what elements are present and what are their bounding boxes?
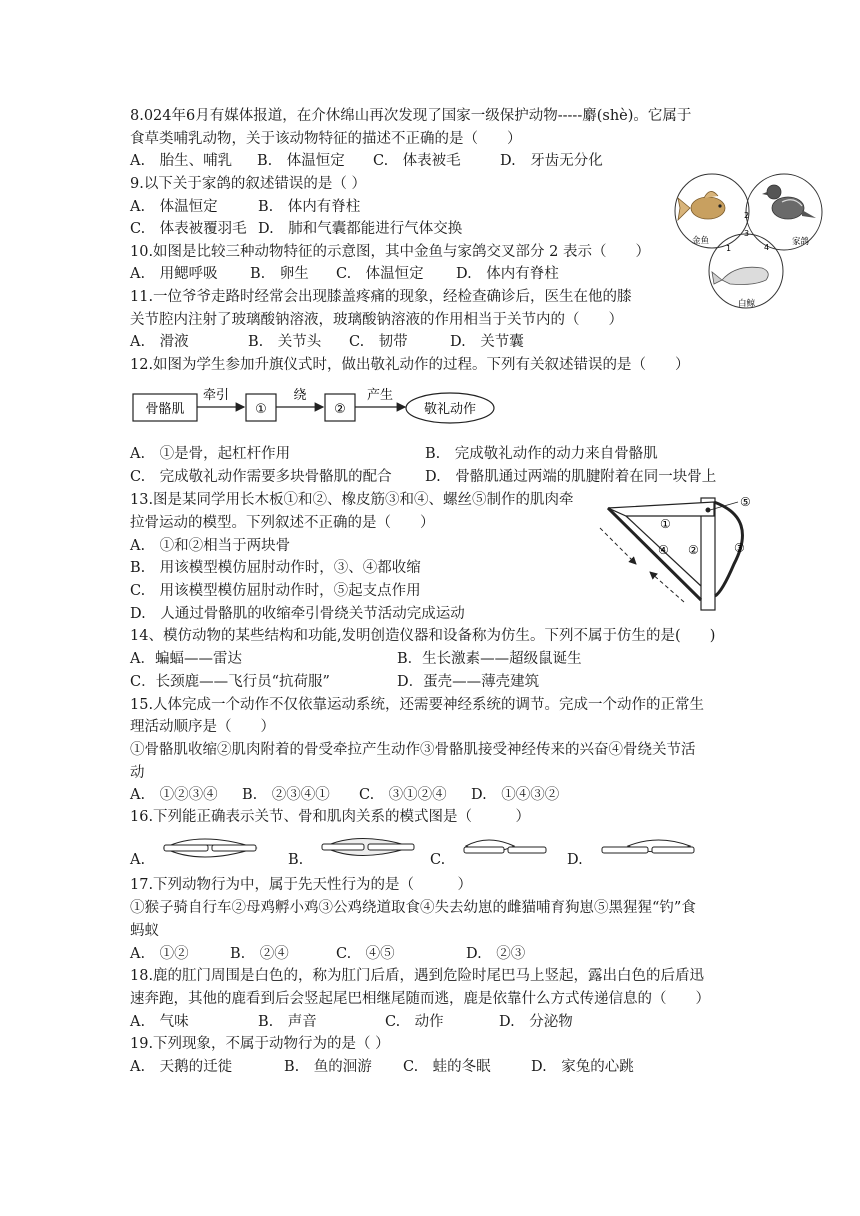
q16-diagram-a xyxy=(160,832,264,864)
q12-stem: 12.如图为学生参加升旗仪式时，做出敬礼动作的过程。下列有关叙述错误的是（ ） xyxy=(130,357,690,373)
q11-stem-line2: 关节腔内注射了玻璃酸钠溶液，玻璃酸钠溶液的作用相当于关节内的（ ） xyxy=(130,312,623,328)
q10-option-b: B. 卵生 xyxy=(250,266,309,282)
venn-region-2: 2 xyxy=(744,211,750,220)
q16-option-c: C. xyxy=(430,852,446,868)
q19-option-c: C. 蛙的冬眠 xyxy=(403,1059,491,1075)
q8-option-c: C. 体表被毛 xyxy=(373,153,461,169)
q10-option-a: A. 用鳃呼吸 xyxy=(130,266,218,282)
q13-option-b: B. 用该模型模仿屈肘动作时，③、④都收缩 xyxy=(130,560,421,576)
venn-diagram xyxy=(670,168,830,328)
q12-option-a: A. ①是骨，起杠杆作用 xyxy=(130,446,291,462)
q13-stem-line1: 13.图是某同学用长木板①和②、橡皮筋③和④、螺丝⑤制作的肌肉牵 xyxy=(130,492,574,508)
model-board-1-top xyxy=(608,502,714,516)
q15-option-a: A. ①②③④ xyxy=(130,787,218,803)
model-label-3: ③ xyxy=(734,541,745,555)
whale-icon xyxy=(712,267,768,284)
q11-option-c: C. 韧带 xyxy=(349,334,408,350)
q13-option-a: A. ①和②相当于两块骨 xyxy=(130,538,291,554)
q12-flow-diagram xyxy=(130,385,510,431)
flow-box1-label: ① xyxy=(255,402,267,417)
q17-option-d: D. ②③ xyxy=(466,946,526,962)
q15-stem-line1: 15.人体完成一个动作不仅依靠运动系统，还需要神经系统的调节。完成一个动作的正常生 xyxy=(130,697,705,713)
q15-option-b: B. ②③④① xyxy=(242,787,330,803)
pigeon-icon xyxy=(762,185,816,219)
q8-option-b: B. 体温恒定 xyxy=(257,153,345,169)
venn-label-whale: 白鲸 xyxy=(738,299,756,309)
q16-option-b: B. xyxy=(288,852,304,868)
q9-stem: 9.以下关于家鸽的叙述错误的是（ ） xyxy=(130,176,366,192)
model-label-1: ① xyxy=(660,517,671,531)
q16-option-d: D. xyxy=(567,852,583,868)
q17-stem-line2: ①猴子骑自行车②母鸡孵小鸡③公鸡绕道取食④失去幼崽的雌猫哺育狗崽⑤黑猩猩“钓”食 xyxy=(130,900,696,916)
q13-stem-line2: 拉骨运动的模型。下列叙述不正确的是（ ） xyxy=(130,515,435,531)
q10-option-c: C. 体温恒定 xyxy=(336,266,424,282)
q16-option-a: A. xyxy=(130,852,146,868)
q15-stem-line2: 理活动顺序是（ ） xyxy=(130,719,275,735)
q19-stem: 19.下列现象，不属于动物行为的是（ ） xyxy=(130,1036,390,1052)
q17-option-b: B. ②④ xyxy=(230,946,289,962)
q19-option-d: D. 家兔的心跳 xyxy=(531,1059,634,1075)
q11-option-b: B. 关节头 xyxy=(248,334,322,350)
model-screw xyxy=(706,508,711,513)
q8-option-d: D. 牙齿无分化 xyxy=(500,153,603,169)
q8-option-a: A. 胎生、哺乳 xyxy=(130,153,233,169)
q8-stem-line1: 8.024年6月有媒体报道，在介休绵山再次发现了国家一级保护动物-----麝(shè)。它属于 xyxy=(130,108,692,124)
q9-option-c: C. 体表被覆羽毛 xyxy=(130,221,247,237)
q14-option-d: D．蛋壳——薄壳建筑 xyxy=(397,674,540,690)
q16-diagram-d xyxy=(598,832,698,864)
q13-option-c: C. 用该模型模仿屈肘动作时，⑤起支点作用 xyxy=(130,583,421,599)
q9-option-a: A. 体温恒定 xyxy=(130,199,218,215)
q9-option-d: D. 肺和气囊都能进行气体交换 xyxy=(258,221,463,237)
q17-option-c: C. ④⑤ xyxy=(336,946,395,962)
q12-option-c: C. 完成敬礼动作需要多块骨骼肌的配合 xyxy=(130,469,392,485)
venn-region-1: 1 xyxy=(726,244,732,253)
q13-muscle-model xyxy=(598,488,770,618)
venn-region-3: 3 xyxy=(744,229,750,238)
flow-arrow3-label: 产生 xyxy=(366,388,394,403)
q19-option-b: B. 鱼的洄游 xyxy=(284,1059,372,1075)
q8-stem-line2: 食草类哺乳动物，关于该动物特征的描述不正确的是（ ） xyxy=(130,131,522,147)
q11-option-d: D. 关节囊 xyxy=(450,334,524,350)
q18-option-d: D. 分泌物 xyxy=(499,1014,573,1030)
flow-muscle-label: 骨骼肌 xyxy=(145,402,185,417)
flow-box2-label: ② xyxy=(334,402,346,417)
q13-option-d: D. 人通过骨骼肌的收缩牵引骨绕关节活动完成运动 xyxy=(130,606,465,622)
q15-stem-line4: 动 xyxy=(130,765,145,781)
q16-diagram-b xyxy=(318,830,418,864)
q15-option-c: C. ③①②④ xyxy=(359,787,447,803)
q14-option-b: B．生长激素——超级鼠诞生 xyxy=(397,651,582,667)
q17-option-a: A. ①② xyxy=(130,946,189,962)
model-label-2: ② xyxy=(688,543,699,557)
q10-stem: 10.如图是比较三种动物特征的示意图，其中金鱼与家鸽交叉部分 2 表示（ ） xyxy=(130,244,651,260)
q14-option-c: C．长颈鹿——飞行员“抗荷服” xyxy=(130,674,330,690)
model-label-5: ⑤ xyxy=(740,495,751,509)
q16-diagram-c xyxy=(460,832,550,864)
q19-option-a: A. 天鹅的迁徙 xyxy=(130,1059,233,1075)
q18-option-b: B. 声音 xyxy=(258,1014,317,1030)
q14-stem: 14、模仿动物的某些结构和功能,发明创造仪器和设备称为仿生。下列不属于仿生的是( ) xyxy=(130,628,716,644)
model-label-4: ④ xyxy=(658,543,669,557)
q17-stem: 17.下列动物行为中，属于先天性行为的是（ ） xyxy=(130,877,473,893)
q12-option-b: B. 完成敬礼动作的动力来自骨骼肌 xyxy=(425,446,658,462)
q18-stem-line2: 速奔跑，其他的鹿看到后会竖起尾巴相继尾随而逃，鹿是依靠什么方式传递信息的（ ） xyxy=(130,991,710,1007)
q11-option-a: A. 滑液 xyxy=(130,334,189,350)
q10-option-d: D. 体内有脊柱 xyxy=(456,266,559,282)
flow-result-label: 敬礼动作 xyxy=(423,402,477,417)
q15-stem-line3: ①骨骼肌收缩②肌肉附着的骨受牵拉产生动作③骨骼肌接受神经传来的兴奋④骨绕关节活 xyxy=(130,742,696,758)
q11-stem-line1: 11.一位爷爷走路时经常会出现膝盖疼痛的现象，经检查确诊后，医生在他的膝 xyxy=(130,289,632,305)
q9-option-b: B. 体内有脊柱 xyxy=(258,199,361,215)
venn-region-4: 4 xyxy=(764,243,770,252)
q15-option-d: D. ①④③② xyxy=(471,787,560,803)
q18-option-c: C. 动作 xyxy=(385,1014,444,1030)
q16-stem: 16.下列能正确表示关节、骨和肌肉关系的模式图是（ ） xyxy=(130,809,531,825)
venn-label-pigeon: 家鸽 xyxy=(792,237,810,247)
flow-arrow1-label: 牵引 xyxy=(202,388,230,403)
q12-option-d: D. 骨骼肌通过两端的肌腱附着在同一块骨上 xyxy=(425,469,717,485)
flow-arrow2-label: 绕 xyxy=(293,388,307,403)
q17-stem-line3: 蚂蚁 xyxy=(130,923,159,939)
q18-stem-line1: 18.鹿的肛门周围是白色的，称为肛门后盾，遇到危险时尾巴马上竖起，露出白色的后盾迅 xyxy=(130,968,705,984)
q18-option-a: A. 气味 xyxy=(130,1014,189,1030)
venn-label-goldfish: 金鱼 xyxy=(692,236,710,246)
goldfish-icon xyxy=(678,191,725,220)
q14-option-a: A．蝙蝠——雷达 xyxy=(130,651,242,667)
